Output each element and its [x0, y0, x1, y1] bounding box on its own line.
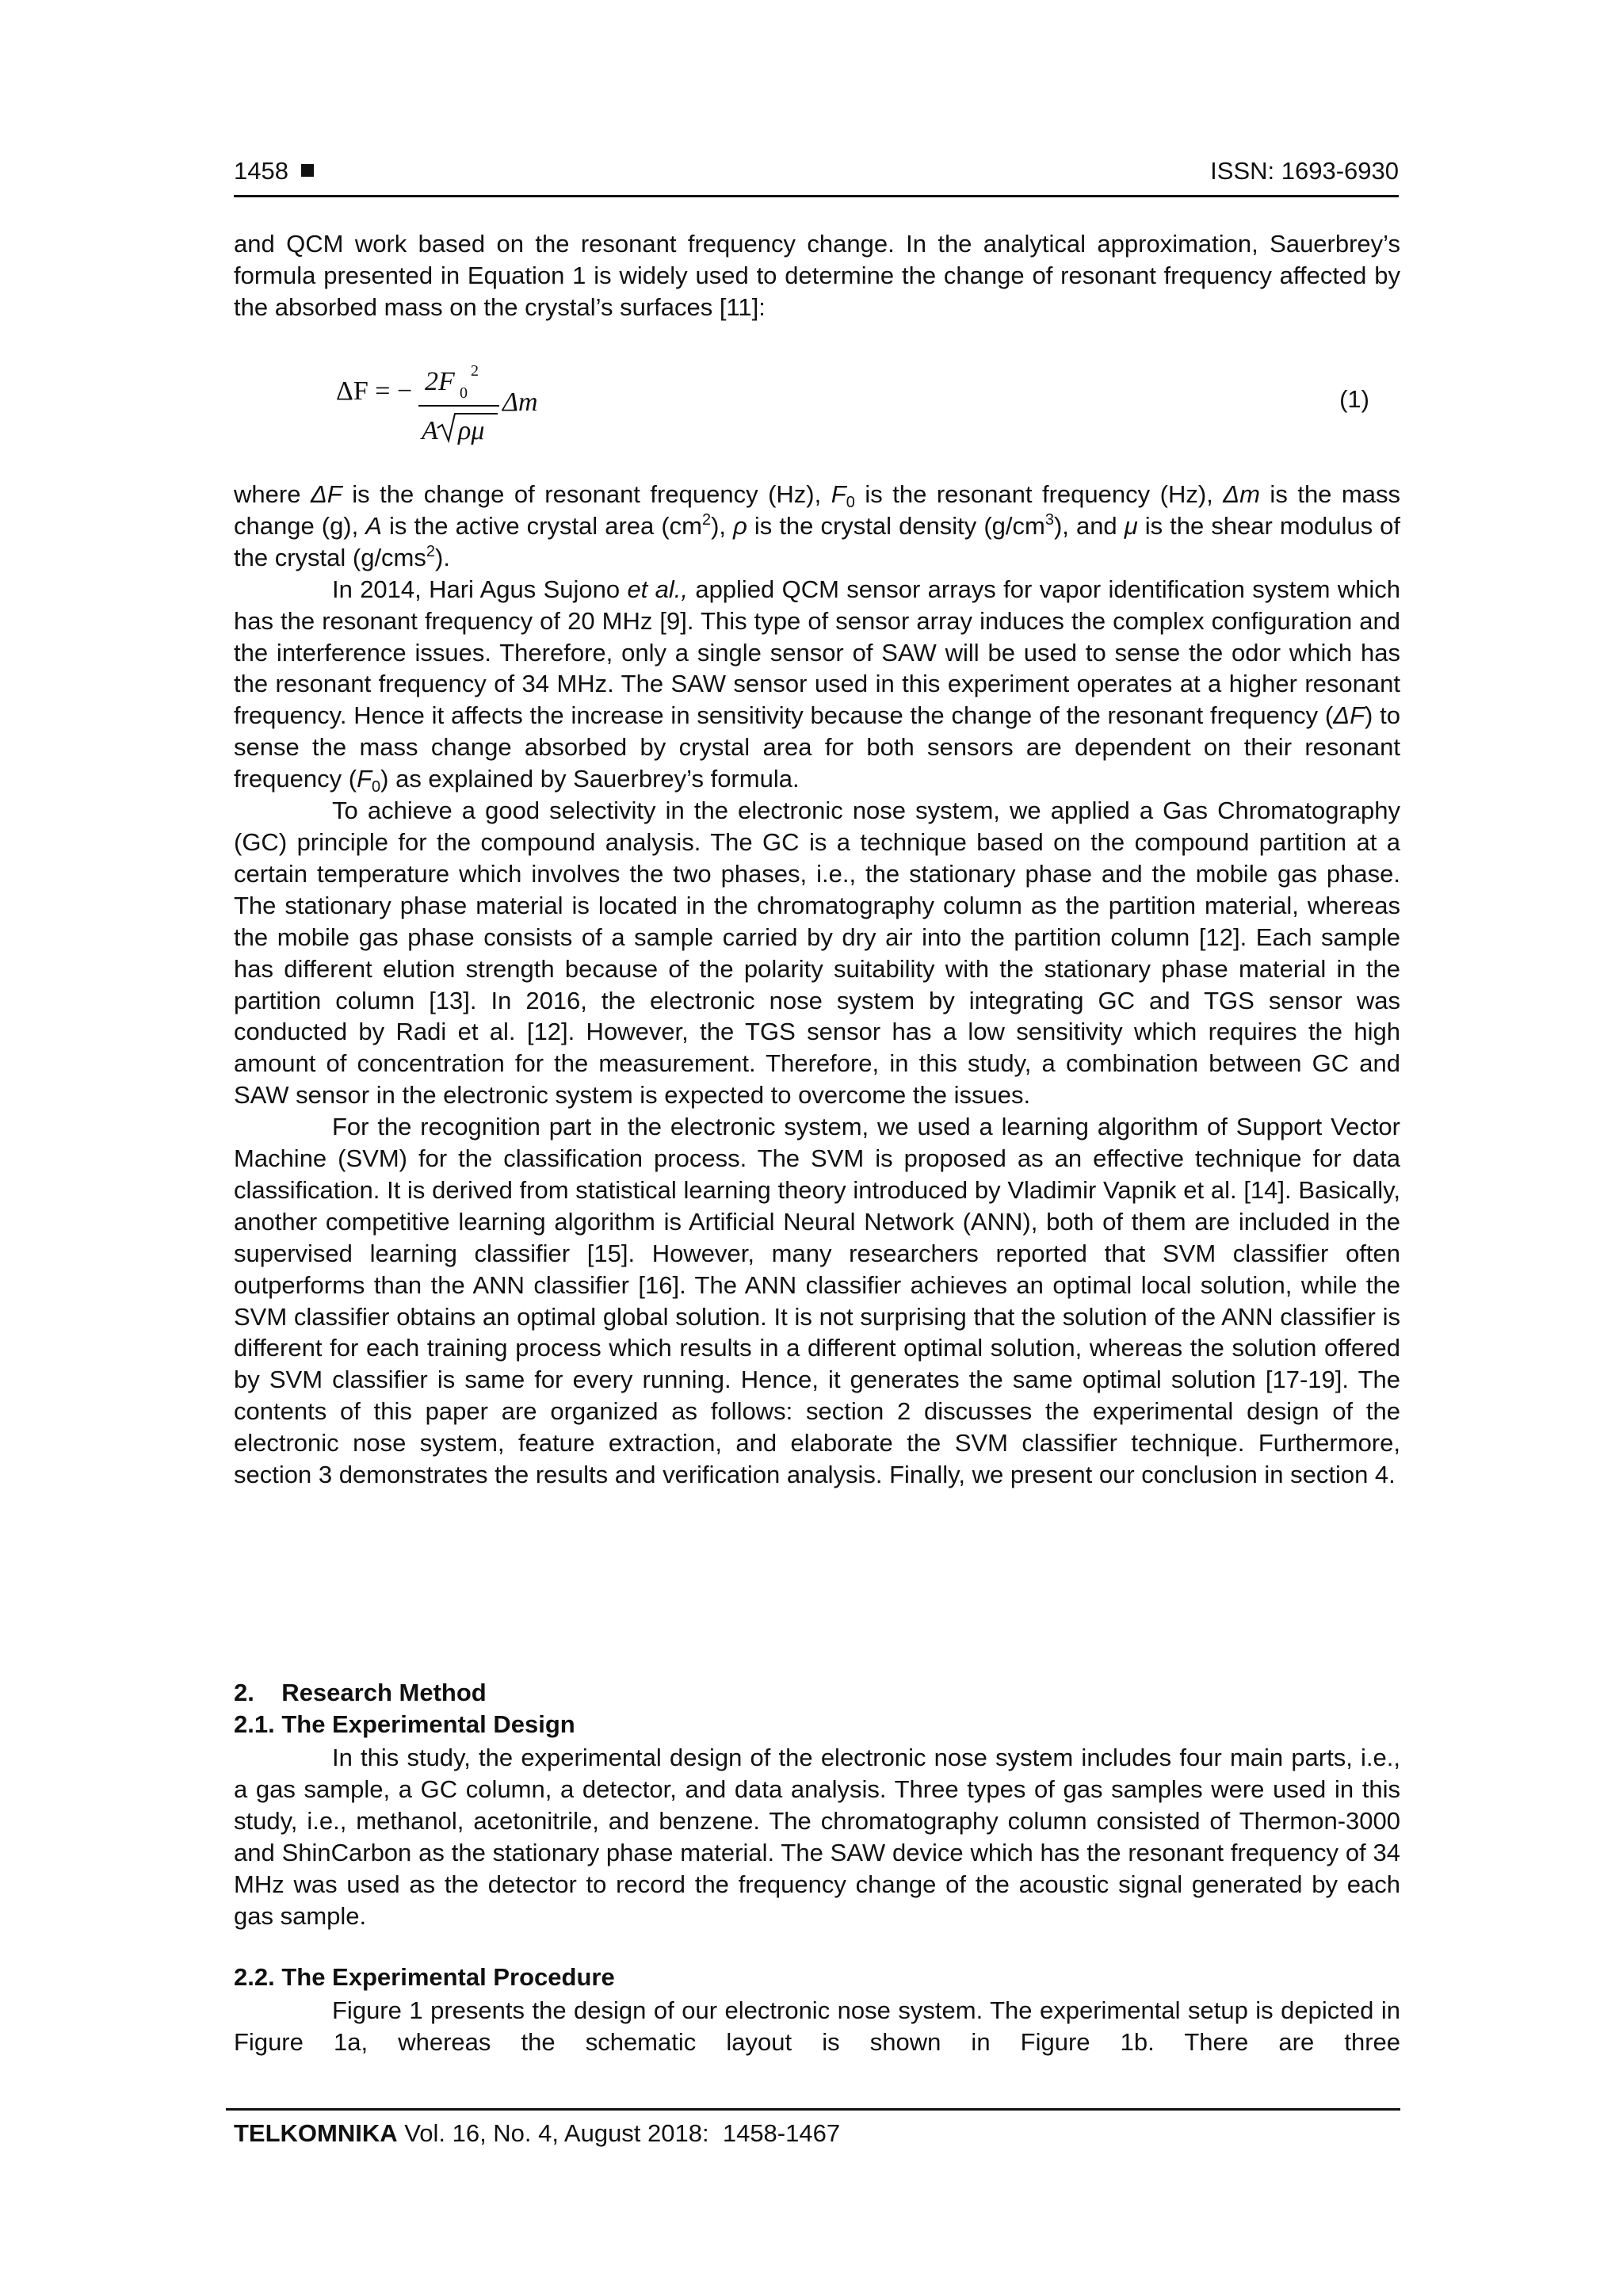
equation-rhs: Δm — [502, 388, 538, 417]
sauerbrey-equation — [336, 358, 574, 453]
section-2-1-body — [234, 1742, 1400, 1931]
footer-rule — [226, 2108, 1400, 2111]
equation-number: (1) — [1339, 385, 1369, 413]
gc-paragraph: To achieve a good selectivity in the electronic nose system, we applied a Gas Chromatography (GC) principle for the compound analysis. The GC is a technique based on the compound partition at a certain temperature which involves the two phases, i.e., the stationary phase and the mobile gas phase. The stationary phase material is located in the chromatography column as the partition material, whereas the mobile gas phase consists of a sample carried by dry air into the partition column [12]. Each sample has different elution strength because of the polarity suitability with the stationary phase material in the partition column [13]. In 2016, the electronic nose system by integrating GC and TGS sensor was conducted by Radi et al. [12]. However, the TGS sensor has a low sensitivity which requires the high amount of concentration for the measurement. Therefore, in this study, a combination between GC and SAW sensor in the electronic system is expected to overcome the issues. — [234, 797, 1400, 1110]
intro-block — [234, 228, 1400, 323]
main-body — [234, 479, 1400, 1491]
section-2-2-heading: 2.2. The Experimental Procedure — [234, 1963, 615, 1991]
equation-denominator-root: ρμ — [458, 416, 485, 445]
footer — [234, 2119, 840, 2148]
equation-numerator: 2F — [425, 367, 455, 396]
section-2-1-heading: 2.1. The Experimental Design — [234, 1710, 575, 1738]
equation-lhs: ΔF = − — [336, 376, 413, 406]
square-bullet-icon — [301, 164, 314, 177]
page-number: 1458 — [234, 157, 314, 185]
sujono-paragraph: In 2014, Hari Agus Sujono et al., applied QCM sensor arrays for vapor identification system which has the resonant frequency of 20 MHz [9]. This type of sensor array induces the complex configuration and the interference issues. Therefore, only a single sensor of SAW will be used to sense the odor which has the resonant frequency of 34 MHz. The SAW sensor used in this experiment operates at a higher resonant frequency. Hence it affects the increase in sensitivity because the change of the resonant frequency (ΔF) to sense the mass change absorbed by crystal area for both sensors are dependent on their resonant frequency $(F_0)$ as explained by Sauerbrey’s formula. — [234, 575, 1400, 797]
journal-details: Vol. 16, No. 4, August 2018: 1458-1467 — [397, 2119, 841, 2147]
section-2-1-paragraph: In this study, the experimental design of the electronic nose system includes four main parts, i.e., a gas sample, a GC column, a detector, and data analysis. Three types of gas samples were used in this study, i.e., methanol, acetonitrile, and benzene. The chromatography column consisted of Thermon-3000 and ShinCarbon as the stationary phase material. The SAW device which has the resonant frequency of 34 MHz was used as the detector to record the frequency change of the acoustic signal generated by each gas sample. — [234, 1744, 1400, 1930]
equation-denominator-a: A — [422, 416, 438, 445]
section-2-2-paragraph: Figure 1 presents the design of our electronic nose system. The experimental setup is depicted in Figure 1a, whereas the schematic layout is shown in Figure 1b. There are three — [234, 1996, 1400, 2056]
journal-name: TELKOMNIKA — [234, 2119, 398, 2147]
header-rule — [234, 195, 1399, 197]
equation-numerator-sup: 2 — [471, 362, 479, 380]
issn: ISSN: 1693-6930 — [1210, 157, 1399, 185]
where-paragraph: where ΔF is the change of resonant frequency (Hz), $F_0$ is the resonant frequency (Hz), Δm is the mass change (g), A is the active crystal area $(cm^2)$, ρ is the crystal density $(g/cm^3)$, and μ is the shear modulus of the crystal (g/cms$^2$). — [234, 480, 1401, 571]
equation-numerator-sub: 0 — [460, 384, 468, 402]
svm-paragraph: For the recognition part in the electronic system, we used a learning algorithm of Support Vector Machine (SVM) for the classification process. The SVM is proposed as an effective technique for data classification. It is derived from statistical learning theory introduced by Vladimir Vapnik et al. [14]. Basically, another competitive learning algorithm is Artificial Neural Network (ANN), both of them are included in the supervised learning classifier [15]. However, many researchers reported that SVM classifier often outperforms than the ANN classifier [16]. The ANN classifier achieves an optimal local solution, while the SVM classifier obtains an optimal global solution. It is not surprising that the solution of the ANN classifier is different for each training process which results in a different optimal solution, whereas the solution offered by SVM classifier is same for every running. Hence, it generates the same optimal solution [17-19]. The contents of this paper are organized as follows: section 2 discusses the experimental design of the electronic nose system, feature extraction, and elaborate the SVM classifier technique. Furthermore, section 3 demonstrates the results and verification analysis. Finally, we present our conclusion in section 4. — [234, 1113, 1400, 1489]
equation-1 — [336, 358, 574, 453]
section-2-heading: 2. Research Method — [234, 1679, 487, 1706]
section-2-2-body — [234, 1995, 1400, 2058]
intro-paragraph: and QCM work based on the resonant frequency change. In the analytical approximation, Sauerbrey’s formula presented in Equation 1 is widely used to determine the change of resonant frequency affected by the absorbed mass on the crystal’s surfaces [11]: — [234, 230, 1400, 321]
